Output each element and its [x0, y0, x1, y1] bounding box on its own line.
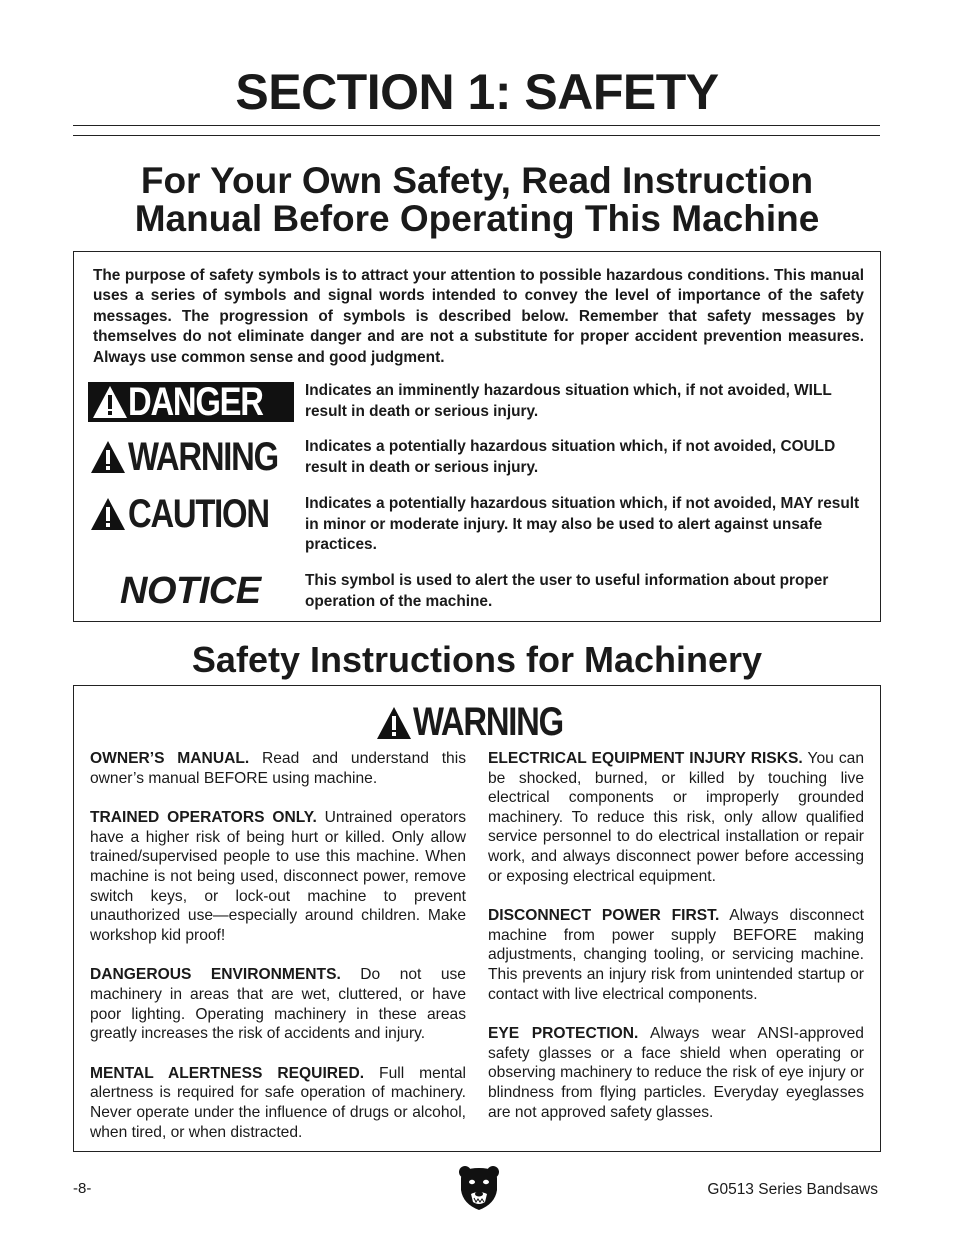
paragraph-trained-operators	[90, 808, 466, 945]
warning-banner-alert-icon	[375, 705, 413, 741]
paragraph-disconnect-power	[488, 906, 864, 1004]
caution-text: CAUTION	[128, 492, 269, 536]
para-text: Untrained operators have a higher risk of being hurt or killed. Only allow trained/supervised people to use this machine. When machine is not being used, disconnect power, remove switch keys, or lock-out machine to prevent unauthorized use—especially around children. Make workshop kid proof!	[90, 809, 466, 944]
warning-text: WARNING	[128, 435, 278, 479]
para-title: OWNER’S MANUAL.	[90, 750, 250, 767]
danger-label	[88, 382, 294, 422]
section-title: SECTION 1: SAFETY	[235, 64, 719, 120]
danger-alert-icon	[91, 384, 129, 420]
para-text: Full mental alertness is required for safe operation of machinery. Never operate under the influence of drugs or alcohol, when tired, or when distracted.	[90, 1064, 466, 1141]
para-title: DISCONNECT POWER FIRST.	[488, 907, 720, 925]
para-text: Always wear ANSI-approved safety glasses or a face shield when operating or observing machinery to reduce the risk of eye injury or blindness from flying particles. Everyday eyeglasses are not approved safety glasses.	[488, 1025, 864, 1121]
title-rule-lower	[73, 135, 880, 136]
caution-description: Indicates a potentially hazardous situation which, if not avoided, MAY result in minor or moderate injury. It may also be used to alert against unsafe practices.	[305, 495, 860, 553]
paragraph-eye-protection	[488, 1024, 864, 1122]
para-title: ELECTRICAL EQUIPMENT INJURY RISKS.	[488, 750, 803, 767]
notice-description: This symbol is used to alert the user to useful information about proper operation of the machine.	[305, 572, 829, 610]
para-title: EYE PROTECTION.	[488, 1025, 639, 1043]
warning-banner-text: WARNING	[413, 700, 563, 744]
danger-text: DANGER	[128, 380, 263, 424]
para-text: Read and understand this owner’s manual BEFORE using machine.	[90, 750, 466, 787]
paragraph-electrical-risks	[488, 749, 864, 886]
para-title: MENTAL ALERTNESS REQUIRED.	[90, 1064, 365, 1082]
warning-label	[88, 437, 294, 477]
main-heading	[0, 162, 954, 238]
warning-banner	[375, 702, 585, 744]
sub-heading: Safety Instructions for Machinery	[191, 639, 763, 680]
caution-label	[88, 494, 294, 534]
para-text: You can be shocked, burned, or killed by touching live electrical components or improperly grounded machinery. To reduce this risk, only allow qualified service personnel to do electrical installation or repair work, and always disconnect power before accessing or exposing electrical equipment.	[488, 750, 864, 885]
para-title: DANGEROUS ENVIRONMENTS.	[90, 966, 341, 984]
danger-description: Indicates an imminently hazardous situation which, if not avoided, WILL result in death or serious injury.	[305, 382, 832, 420]
intro-paragraph: The purpose of safety symbols is to attract your attention to possible hazardous conditions. This manual uses a series of symbols and signal words intended to convey the level of importance of the safety messages. The progression of symbols is described below. Remember that safety messages by themselves do not eliminate danger and are not a substitute for proper accident prevention measures. Always use common sense and good judgment.	[93, 267, 864, 366]
title-rule	[73, 125, 880, 126]
para-text: Always disconnect machine from power supply BEFORE making adjustments, changing tooling, or servicing machine. This prevents an injury risk from unintended startup or contact with live electrical components.	[488, 907, 864, 1003]
right-column	[488, 749, 864, 1142]
page-number: -8-	[73, 1180, 92, 1197]
caution-alert-icon	[89, 496, 127, 532]
warning-alert-icon	[89, 439, 127, 475]
footer-title: G0513 Series Bandsaws	[707, 1181, 878, 1198]
main-heading-line-1: For Your Own Safety, Read Instruction	[140, 160, 814, 201]
bear-head-icon	[457, 1164, 501, 1212]
paragraph-owners-manual	[90, 749, 466, 788]
warning-description: Indicates a potentially hazardous situation which, if not avoided, COULD result in death or serious injury.	[305, 438, 836, 476]
main-heading-line-2: Manual Before Operating This Machine	[134, 198, 820, 239]
para-text: Do not use machinery in areas that are wet, cluttered, or have poor lighting. Operating machinery in these areas greatly increases the risk of accidents and injury.	[90, 966, 466, 1043]
para-title: TRAINED OPERATORS ONLY.	[90, 809, 317, 827]
paragraph-mental-alertness	[90, 1064, 466, 1142]
left-column	[90, 749, 466, 1162]
paragraph-dangerous-environments	[90, 965, 466, 1043]
notice-label: NOTICE	[120, 570, 261, 612]
